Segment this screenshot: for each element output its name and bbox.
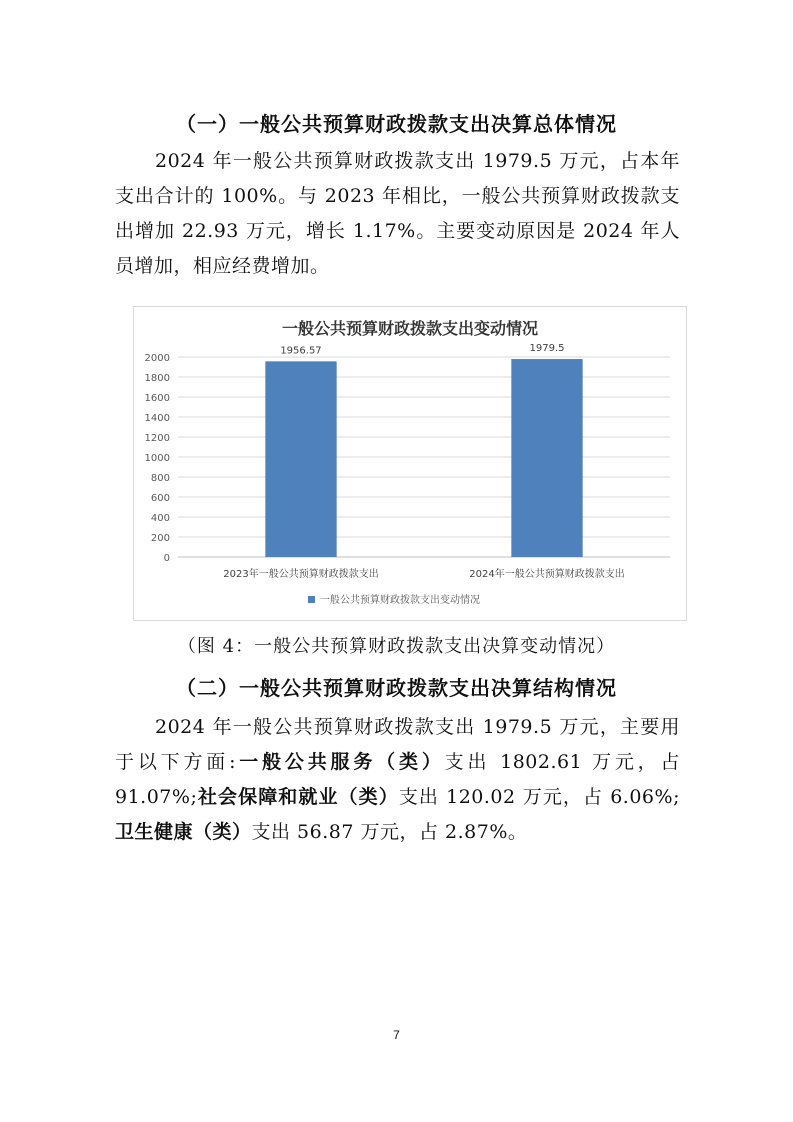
bar <box>511 359 582 557</box>
y-tick-label: 800 <box>150 473 170 484</box>
legend <box>308 593 480 606</box>
x-tick-label: 2024年一般公共预算财政拨款支出 <box>469 569 625 580</box>
legend-label: 一般公共预算财政拨款支出变动情况 <box>320 595 480 606</box>
item1-text: 支出 1802.61 万元，占 91.07%; <box>115 751 680 808</box>
chart-container <box>133 306 687 621</box>
item1-name: 一般公共服务（类） <box>235 751 445 773</box>
item2-text: 支出 120.02 万元，占 6.06%; <box>398 786 680 808</box>
y-tick-label: 1400 <box>144 413 170 424</box>
chart-title: 一般公共预算财政拨款支出变动情况 <box>281 319 539 338</box>
x-axis-labels <box>223 567 624 580</box>
item2-name: 社会保障和就业（类） <box>197 786 399 808</box>
section1-paragraph <box>115 144 680 284</box>
y-axis-ticks <box>145 353 170 564</box>
item3-text: 支出 56.87 万元，占 2.87%。 <box>251 821 528 843</box>
data-label: 1956.57 <box>280 345 322 357</box>
section1-paragraph-text: 2024 年一般公共预算财政拨款支出 1979.5 万元，占本年支出合计的 100%。与 2023 年相比，一般公共预算财政拨款支出增加 22.93 万元，增长 1.17%。主要变动原因是 2024 年人员增加，相应经费增加。 <box>115 150 680 277</box>
data-labels <box>280 343 564 356</box>
y-tick-label: 600 <box>150 493 170 504</box>
y-tick-label: 0 <box>163 553 170 564</box>
y-tick-label: 2000 <box>144 353 170 364</box>
figure-caption: （图 4：一般公共预算财政拨款支出决算变动情况） <box>177 636 616 657</box>
x-tick-label: 2023年一般公共预算财政拨款支出 <box>223 569 379 580</box>
section1-heading: （一）一般公共预算财政拨款支出决算总体情况 <box>176 112 617 136</box>
item3-name: 卫生健康（类） <box>115 821 252 843</box>
y-tick-label: 1000 <box>144 453 170 464</box>
section2-intro: 2024 年一般公共预算财政拨款支出 1979.5 万元，主要用于以下方面: <box>115 716 680 773</box>
bar <box>265 361 336 557</box>
legend-swatch <box>308 596 315 603</box>
bar-chart <box>134 307 686 620</box>
grid-lines <box>178 357 670 557</box>
y-tick-label: 400 <box>150 513 170 524</box>
section2-heading: （二）一般公共预算财政拨款支出决算结构情况 <box>176 676 617 700</box>
page-number: 7 <box>393 1028 400 1042</box>
y-tick-label: 1600 <box>144 393 170 404</box>
y-tick-label: 1200 <box>144 433 170 444</box>
y-tick-label: 200 <box>150 533 170 544</box>
bars <box>265 359 582 557</box>
y-tick-label: 1800 <box>144 373 170 384</box>
section2-paragraph <box>115 710 680 850</box>
data-label: 1979.5 <box>529 343 565 355</box>
